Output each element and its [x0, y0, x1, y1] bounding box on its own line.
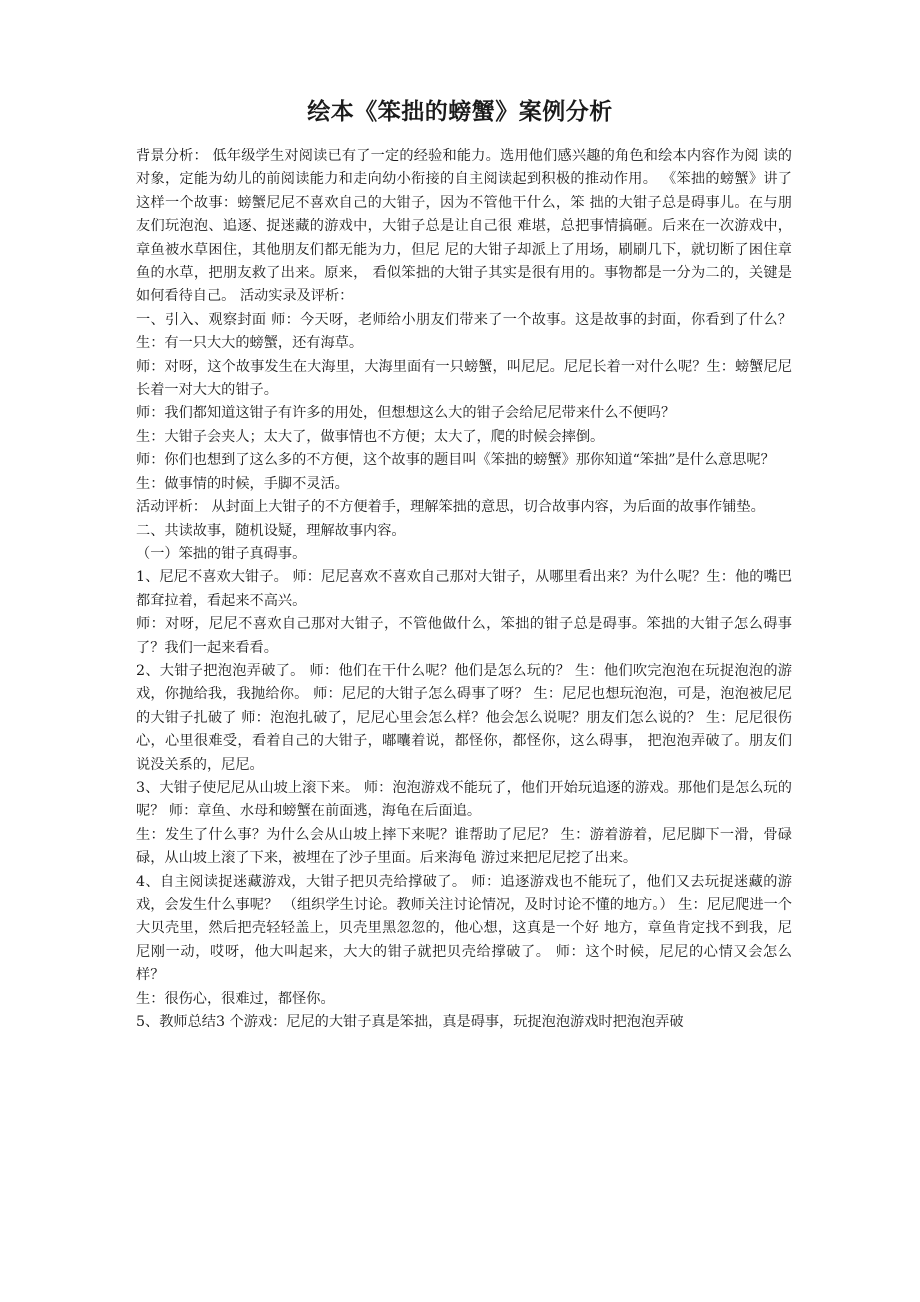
- paragraph: 生：发生了什么事？为什么会从山坡上摔下来呢？谁帮助了尼尼？ 生：游着游着，尼尼脚下一滑，骨碌碌，从山坡上滚了下来，被埋在了沙子里面。后来海龟 游过来把尼尼挖了出来。: [136, 826, 792, 867]
- document-title: 绘本《笨拙的螃蟹》案例分析: [307, 99, 613, 125]
- paragraph-item-2: 2、大钳子把泡泡弄破了。 师：他们在干什么呢？他们是怎么玩的？ 生：他们吹完泡泡在玩捉泡泡的游戏，你抛给我，我抛给你。 师：尼尼的大钳子怎么碍事了呀？ 生：尼尼也想玩泡泡，可是，泡泡被尼尼的大钳子扎破了 师：泡泡扎破了，尼尼心里会怎么样？他会怎么说呢？朋友们怎么说的？ 生：尼尼很伤心，心里很难受，看着自己的大钳子，嘟囔着说，都怪你，都怪你，这么碍事， 把泡泡弄破了。朋友们说没关系的，尼尼。: [136, 662, 792, 773]
- paragraph-section-one: 一、引入、观察封面 师：今天呀，老师给小朋友们带来了一个故事。这是故事的封面，你看到了什么？ 生：有一只大大的螃蟹，还有海草。: [136, 311, 792, 352]
- paragraph: 生：大钳子会夹人；太大了，做事情也不方便；太大了，爬的时候会摔倒。: [136, 428, 605, 445]
- paragraph: 生：做事情的时候，手脚不灵活。: [136, 475, 349, 492]
- paragraph: 师：我们都知道这钳子有许多的用处，但想想这么大的钳子会给尼尼带来什么不便吗？: [136, 405, 676, 422]
- paragraph: 师：你们也想到了这么多的不方便，这个故事的题目叫《笨拙的螃蟹》那你知道“笨拙”是什么意思呢？: [136, 452, 775, 469]
- paragraph: 师：对呀，这个故事发生在大海里，大海里面有一只螃蟹，叫尼尼。尼尼长着一对什么呢？生：螃蟹尼尼长着一对大大的钳子。: [136, 358, 792, 399]
- paragraph-background: 背景分析： 低年级学生对阅读已有了一定的经验和能力。选用他们感兴趣的角色和绘本内容作为阅 读的对象，定能为幼儿的前阅读能力和走向幼小衔接的自主阅读起到积极的推动作用。 《笨拙的螃蟹》讲了这样一个故事：螃蟹尼尼不喜欢自己的大钳子，因为不管他干什么，笨 拙的大钳子总是碍事儿。在与朋友们玩泡泡、追逐、捉迷藏的游戏中，大钳子总是让自己很 难堪，总把事情搞砸。后来在一次游戏中，章鱼被水草困住，其他朋友们都无能为力，但尼 尼的大钳子却派上了用场，刷刷几下，就切断了困住章鱼的水草，把朋友救了出来。原来， 看似笨拙的大钳子其实是很有用的。事物都是一分为二的，关键是如何看待自己。 活动实录及评析：: [136, 148, 792, 305]
- paragraph-item-1: 1、尼尼不喜欢大钳子。 师：尼尼喜欢不喜欢自己那对大钳子，从哪里看出来？为什么呢？生：他的嘴巴都耷拉着，看起来不高兴。: [136, 569, 792, 609]
- paragraph-section-two: 二、共读故事，随机设疑，理解故事内容。: [136, 522, 406, 539]
- paragraph: 生：很伤心，很难过，都怪你。: [136, 990, 335, 1007]
- document-body: [136, 145, 792, 1034]
- paragraph-evaluation: 活动评析： 从封面上大钳子的不方便着手，理解笨拙的意思，切合故事内容，为后面的故事作铺垫。: [136, 499, 765, 516]
- paragraph: 师：对呀，尼尼不喜欢自己那对大钳子，不管他做什么，笨拙的钳子总是碍事。笨拙的大钳子怎么碍事了？我们一起来看看。: [136, 616, 792, 656]
- paragraph-item-4: 4、自主阅读捉迷藏游戏，大钳子把贝壳给撑破了。 师：追逐游戏也不能玩了，他们又去玩捉迷藏的游戏，会发生什么事呢？ （组织学生讨论。教师关注讨论情况，及时讨论不懂的地方。） 生：尼尼爬进一个大贝壳里，然后把壳轻轻盖上，贝壳里黑忽忽的，他心想，这真是一个好 地方，章鱼肯定找不到我，尼尼刚一动，哎呀，他大叫起来，大大的钳子就把贝壳给撑破了。 师：这个时候，尼尼的心情又会怎么样？: [136, 873, 792, 984]
- paragraph-subsection: （一）笨拙的钳子真碍事。: [136, 545, 307, 562]
- paragraph-item-3: 3、大钳子使尼尼从山坡上滚下来。 师：泡泡游戏不能玩了，他们开始玩追逐的游戏。那他们是怎么玩的呢？ 师：章鱼、水母和螃蟹在前面逃，海龟在后面追。: [136, 779, 792, 820]
- paragraph-item-5: 5、教师总结3 个游戏：尼尼的大钳子真是笨拙，真是碍事，玩捉泡泡游戏时把泡泡弄破: [136, 1014, 684, 1031]
